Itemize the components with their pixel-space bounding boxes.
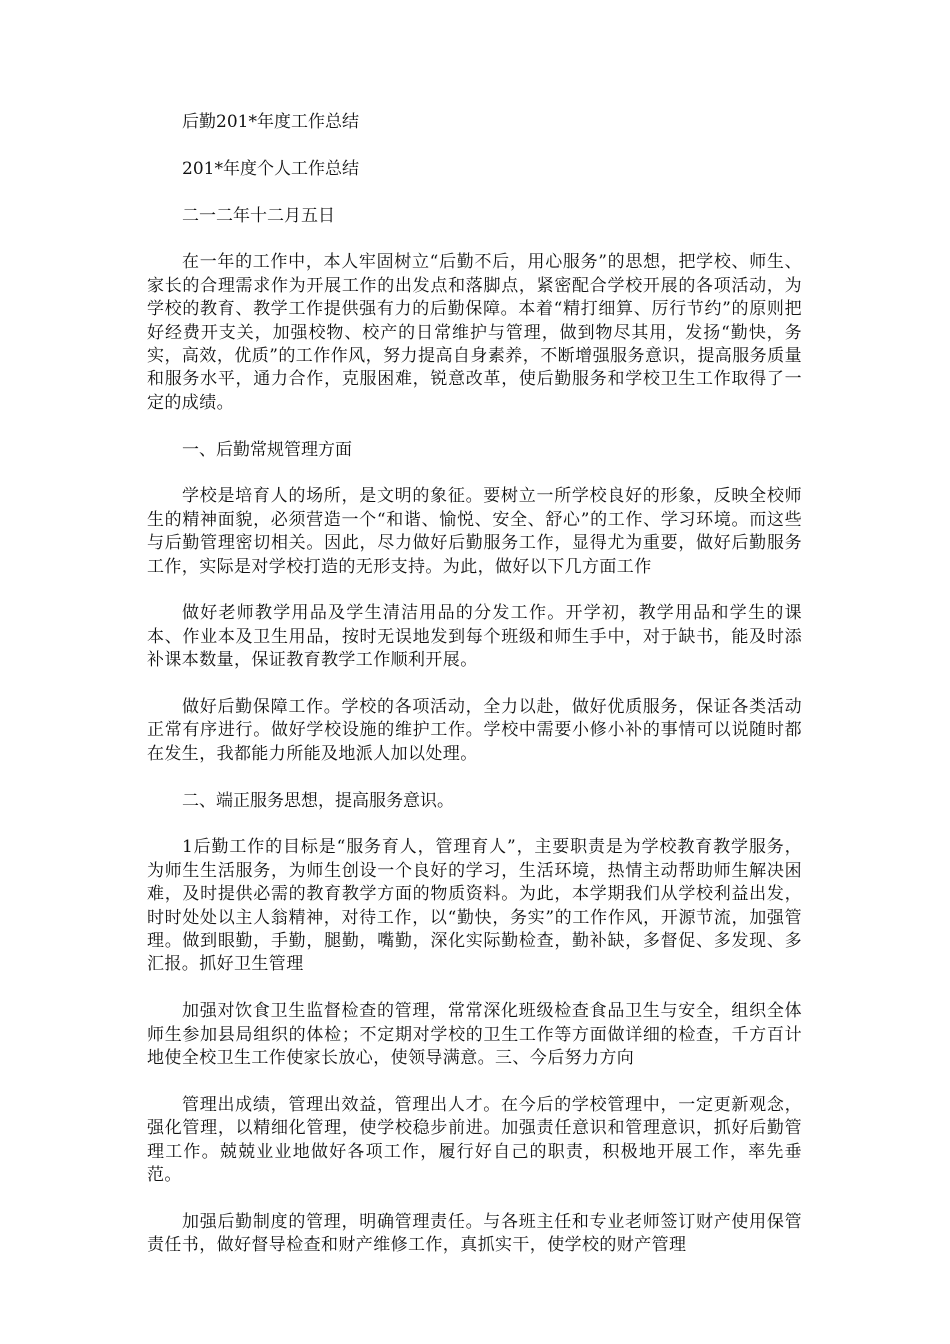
document-title: 后勤201*年度工作总结 [182, 112, 359, 132]
intro-paragraph: 在一年的工作中，本人牢固树立“后勤不后，用心服务”的思想，把学校、师生、家长的合理需求作为开展工作的出发点和落脚点，紧密配合学校开展的各项活动，为学校的教育、教学工作提供强有力的后勤保障。本着“精打细算、厉行节约”的原则把好经费开支关，加强校物、校产的日常维护与管理，做到物尽其用，发扬“勤快，务实，高效，优质”的工作作风，努力提高自身素养，不断增强服务意识，提高服务质量和服务水平，通力合作，克服困难，锐意改革，使后勤服务和学校卫生工作取得了一定的成绩。 [147, 252, 802, 413]
document-page [147, 111, 802, 1281]
section2-paragraph-1: 1后勤工作的目标是“服务育人，管理育人”，主要职责是为学校教育教学服务，为师生生活服务，为师生创设一个良好的学习，生活环境，热情主动帮助师生解决困难，及时提供必需的教育教学方面的物质资料。为此，本学期我们从学校利益出发，时时处处以主人翁精神，对待工作，以“勤快，务实”的工作作风，开源节流，加强管理。做到眼勤，手勤，腿勤，嘴勤，深化实际勤检查，勤补缺，多督促、多发现、多汇报。抓好卫生管理 [147, 837, 802, 975]
section3-paragraph-1: 管理出成绩，管理出效益，管理出人才。在今后的学校管理中，一定更新观念，强化管理，以精细化管理，使学校稳步前进。加强责任意识和管理意识，抓好后勤管理工作。兢兢业业地做好各项工作，履行好自己的职责，积极地开展工作，率先垂范。 [147, 1094, 802, 1186]
section3-paragraph-2: 加强后勤制度的管理，明确管理责任。与各班主任和专业老师签订财产使用保管责任书，做好督导检查和财产维修工作，真抓实干，使学校的财产管理 [147, 1211, 802, 1256]
section-heading-2: 二、端正服务思想，提高服务意识。 [182, 790, 454, 811]
document-date: 二一二年十二月五日 [182, 205, 335, 226]
section1-paragraph-1: 学校是培育人的场所，是文明的象征。要树立一所学校良好的形象，反映全校师生的精神面貌，必须营造一个“和谐、愉悦、安全、舒心”的工作、学习环境。而这些与后勤管理密切相关。因此，尽力做好后勤服务工作，显得尤为重要，做好后勤服务工作，实际是对学校打造的无形支持。为此，做好以下几方面工作 [147, 486, 802, 577]
section-heading-1: 一、后勤常规管理方面 [182, 439, 352, 460]
section1-paragraph-3: 做好后勤保障工作。学校的各项活动，全力以赴，做好优质服务，保证各类活动正常有序进行。做好学校设施的维护工作。学校中需要小修小补的事情可以说随时都在发生，我都能力所能及地派人加以处理。 [147, 697, 802, 764]
section2-paragraph-2: 加强对饮食卫生监督检查的管理，常常深化班级检查食品卫生与安全，组织全体师生参加县局组织的体检；不定期对学校的卫生工作等方面做详细的检查，千方百计地使全校卫生工作使家长放心，使领导满意。三、今后努力方向 [147, 1001, 802, 1069]
document-subtitle: 201*年度个人工作总结 [182, 158, 359, 179]
section1-paragraph-2: 做好老师教学用品及学生清洁用品的分发工作。开学初，教学用品和学生的课本、作业本及卫生用品，按时无误地发到每个班级和师生手中，对于缺书，能及时添补课本数量，保证教育教学工作顺利开展。 [147, 603, 802, 671]
